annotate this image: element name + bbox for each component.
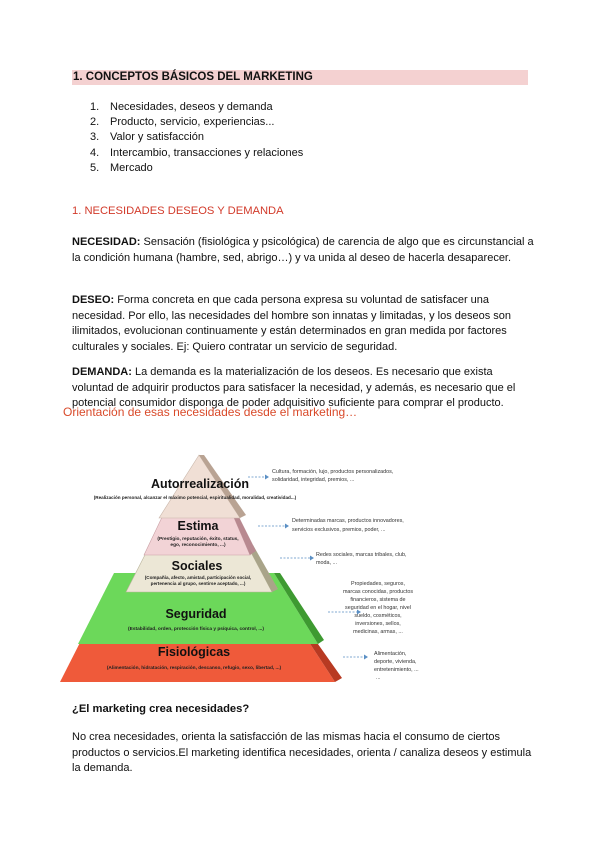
desc-fisiologicas-1: Alimentación,: [374, 651, 407, 657]
deseo-term: DESEO:: [72, 294, 115, 306]
tier-name-estima: Estima: [177, 519, 219, 533]
desc-fisiologicas-4: ...: [376, 675, 381, 681]
list-item: 3. Valor y satisfacción: [90, 131, 204, 144]
list-item: 2. Producto, servicio, experiencias...: [90, 116, 275, 129]
desc-estima-1: Determinadas marcas, productos innovadores,: [292, 518, 404, 524]
desc-autorrealizacion-1: Cultura, formación, lujo, productos personalizados,: [272, 469, 394, 475]
desc-sociales-1: Redes sociales, marcas tribales, club,: [316, 552, 407, 558]
tier-name-sociales: Sociales: [171, 559, 223, 573]
list-item: 4. Intercambio, transacciones y relaciones: [90, 146, 304, 159]
figure-title: Orientación de esas necesidades desde el marketing…: [63, 405, 358, 419]
desc-seguridad-7: medicinas, armas, ...: [353, 629, 403, 635]
demanda-definition: DEMANDA: La demanda es la materialización de los deseos. Es necesario que exista voluntad de adquirir productos para satisfacer la necesidad, y además, es necesario que el potencial consumidor disponga de poder adquisitivo suficiente para comprar el producto.: [72, 366, 516, 409]
subsection-heading: 1. NECESIDADES DESEOS Y DEMANDA: [72, 205, 284, 217]
question-title: ¿El marketing crea necesidades?: [72, 703, 250, 715]
desc-autorrealizacion-2: solidaridad, integridad, premios, ...: [272, 477, 355, 483]
tier-sub-seguridad: (Estabilidad, orden, protección física y psíquica, control, ...): [128, 627, 264, 632]
tier-name-autorrealizacion: Autorrealización: [151, 477, 249, 491]
tier-sub-estima-line1: (Prestigio, reputación, éxito, status,: [157, 537, 239, 542]
necesidad-term: NECESIDAD:: [72, 236, 141, 248]
maslow-pyramid-figure: [60, 400, 540, 692]
demanda-term: DEMANDA:: [72, 366, 132, 378]
desc-fisiologicas-3: entretenimiento, ...: [374, 667, 419, 673]
desc-seguridad-4: seguridad en el hogar, nivel: [345, 605, 411, 611]
desc-seguridad-1: Propiedades, seguros,: [351, 581, 405, 587]
list-item: 5. Mercado: [90, 161, 153, 174]
desc-seguridad-5: sueldo, cosméticos,: [354, 613, 402, 619]
desc-seguridad-3: financieros, sistema de: [350, 597, 406, 603]
tier-sub-autorrealizacion: (Realización personal, alcanzar el máximo potencial, espiritualidad, moralidad, creatividad...): [93, 495, 297, 500]
desc-sociales-2: moda, ...: [316, 560, 337, 566]
tier-sub-sociales-line1: (Compañía, afecto, amistad, participación social,: [144, 575, 252, 580]
topics-list: [90, 100, 303, 176]
desc-seguridad-6: inversiones, sellos,: [355, 621, 401, 627]
question-answer: No crea necesidades, orienta la satisfacción de las mismas hacia el consumo de ciertos productos o servicios.El marketing identifica necesidades, orienta / canaliza deseos y estimula la demanda.: [72, 731, 532, 774]
section-heading: 1. CONCEPTOS BÁSICOS DEL MARKETING: [72, 70, 528, 85]
desc-seguridad-2: marcas conocidas, productos: [342, 589, 414, 595]
list-item: 1. Necesidades, deseos y demanda: [90, 101, 273, 113]
deseo-definition: DESEO: Forma concreta en que cada persona expresa su voluntad de satisfacer una necesidad. Por ello, las necesidades del hombre son innatas y limitadas, y los deseos son ilimitados, evolucionan continuamente y están determinados en gran medida por factores culturales y sociales. Ej: Quiero contratar un servicio de seguridad.: [72, 294, 512, 353]
desc-fisiologicas-2: deporte, vivienda,: [374, 659, 417, 665]
desc-estima-2: servicios exclusivos, premios, poder, ...: [292, 527, 386, 533]
tier-name-fisiologicas: Fisiológicas: [157, 645, 231, 659]
tier-sub-sociales-line2: pertenencia al grupo, sentirse aceptado, ...): [150, 581, 246, 586]
necesidad-definition: NECESIDAD: Sensación (fisiológica y psicológica) de carencia de algo que es circunstancial a la condición humana (hambre, sed, abrigo…) y va unida al deseo de hacerla desaparecer.: [72, 236, 534, 264]
tier-name-seguridad: Seguridad: [165, 607, 227, 621]
tier-sub-fisiologicas: (Alimentación, hidratación, respiración, descanso, refugio, sexo, libertad, ...): [106, 666, 282, 671]
tier-sub-estima-line2: ego, reconocimiento, ...): [170, 543, 226, 548]
maslow-pyramid: [60, 400, 540, 692]
